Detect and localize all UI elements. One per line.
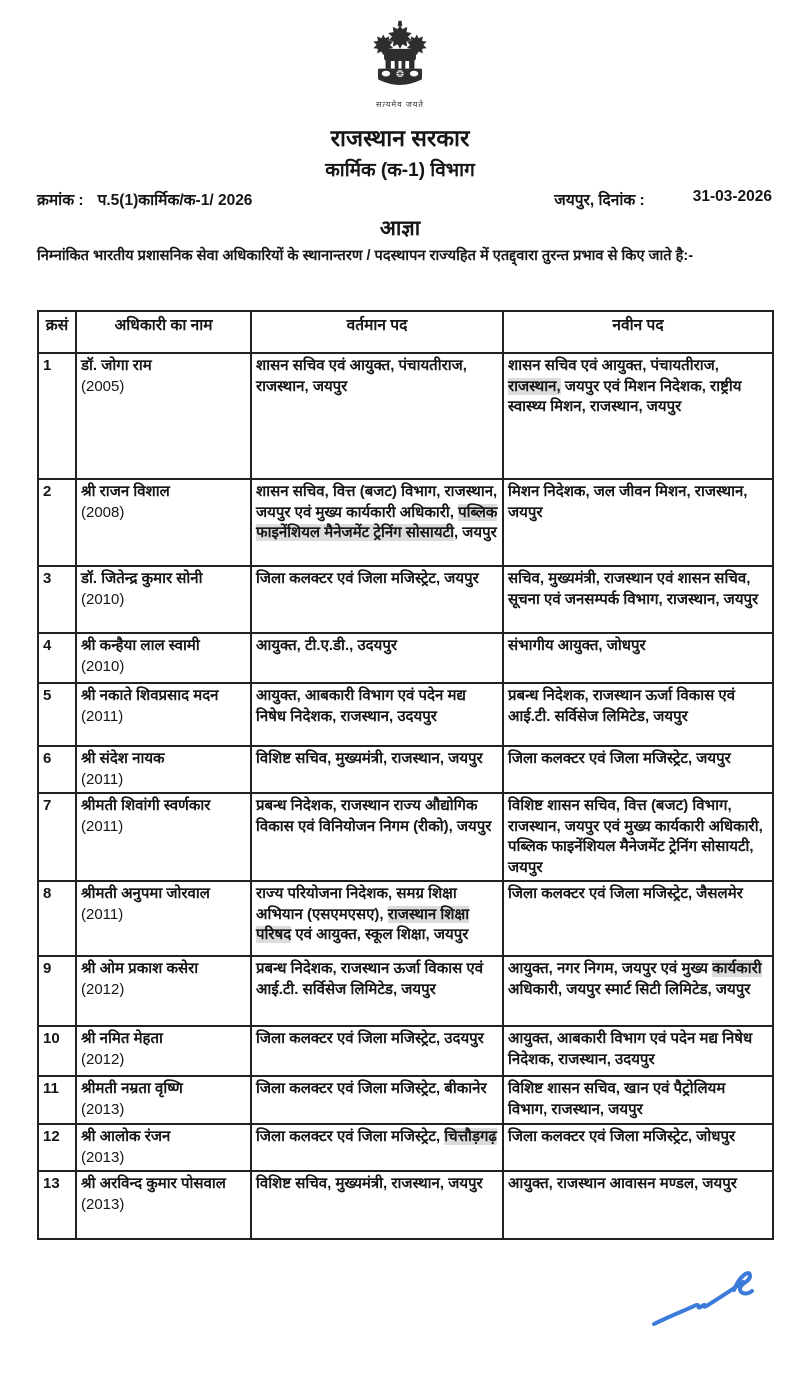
table-row [38,881,773,956]
officer-batch-year: (2008) [81,503,125,521]
intro-text: निम्नांकित भारतीय प्रशासनिक सेवा अधिकारियों के स्थानान्तरण / पदस्थापन राज्यहित में एतद्द्वारा तुरन्त प्रभाव से किए जाते है:- [37,248,694,264]
current-post-cell: जिला कलक्टर एवं जिला मजिस्ट्रेट, जयपुर [251,566,503,633]
current-post-cell: विशिष्ट सचिव, मुख्यमंत्री, राजस्थान, जयपुर [251,746,503,793]
officer-name: श्री कन्हैया लाल स्वामी [81,637,200,654]
header-new-post: नवीन पद [503,311,773,353]
officer-name-cell [76,633,251,683]
new-post-cell: जिला कलक्टर एवं जिला मजिस्ट्रेट, जैसलमेर [503,881,773,956]
current-post-cell: राज्य परियोजना निदेशक, समग्र शिक्षा अभियान (एसएमएसए), राजस्थान शिक्षा परिषद एवं आयुक्त, स्कूल शिक्षा, जयपुर [251,881,503,956]
officer-name: श्री संदेश नायक [81,750,165,767]
officer-batch-year: (2011) [81,817,124,835]
serial-cell: 13 [38,1171,76,1239]
reference-line [37,188,772,210]
officer-name-cell [76,566,251,633]
table-row [38,566,773,633]
officer-name: श्रीमती नम्रता वृष्णि [81,1080,183,1097]
new-post-cell: प्रबन्ध निदेशक, राजस्थान ऊर्जा विकास एवं आई.टी. सर्विसेज लिमिटेड, जयपुर [503,683,773,746]
serial-cell: 7 [38,793,76,881]
signature-icon [648,1262,766,1330]
serial-cell: 4 [38,633,76,683]
place-date-label: जयपुर, दिनांक : [554,192,645,209]
current-post-cell: विशिष्ट सचिव, मुख्यमंत्री, राजस्थान, जयपुर [251,1171,503,1239]
officer-name-cell [76,881,251,956]
officer-name-cell [76,793,251,881]
place-date-group [554,188,772,210]
officer-name-cell [76,956,251,1026]
new-post-cell: विशिष्ट शासन सचिव, खान एवं पैट्रोलियम विभाग, राजस्थान, जयपुर [503,1076,773,1124]
new-post-cell: आयुक्त, आबकारी विभाग एवं पदेन मद्य निषेध निदेशक, राजस्थान, उदयपुर [503,1026,773,1076]
officer-name: श्री आलोक रंजन [81,1128,171,1145]
ashoka-emblem-icon [362,20,438,93]
transfer-table [37,310,774,1240]
serial-cell: 11 [38,1076,76,1124]
table-row [38,353,773,479]
new-post-cell: विशिष्ट शासन सचिव, वित्त (बजट) विभाग, राजस्थान, जयपुर एवं मुख्य कार्यकारी अधिकारी, पब्लिक फाइनेंशियल मैनेजमेंट ट्रेनिंग सोसायटी, जयपुर [503,793,773,881]
officer-name-cell [76,353,251,479]
header-serial: क्रसं [38,311,76,353]
table-row [38,633,773,683]
officer-name-cell [76,1026,251,1076]
reference-label: क्रमांक : [37,192,84,209]
new-post-cell: संभागीय आयुक्त, जोधपुर [503,633,773,683]
serial-cell: 2 [38,479,76,566]
officer-batch-year: (2012) [81,1050,125,1068]
officer-batch-year: (2010) [81,590,125,608]
new-post-cell: सचिव, मुख्यमंत्री, राजस्थान एवं शासन सचिव, सूचना एवं जनसम्पर्क विभाग, राजस्थान, जयपुर [503,566,773,633]
officer-batch-year: (2013) [81,1148,125,1166]
date-value: 31-03-2026 [692,188,772,205]
department-title: कार्मिक (क-1) विभाग [325,160,475,181]
current-post-cell: प्रबन्ध निदेशक, राजस्थान राज्य औद्योगिक विकास एवं विनियोजन निगम (रीको), जयपुर [251,793,503,881]
officer-batch-year: (2011) [81,905,124,923]
table-row [38,746,773,793]
table-row [38,479,773,566]
current-post-cell: जिला कलक्टर एवं जिला मजिस्ट्रेट, चित्तौड़गढ़ [251,1124,503,1171]
table-row [38,1026,773,1076]
officer-name: श्री नकाते शिवप्रसाद मदन [81,687,219,704]
serial-cell: 1 [38,353,76,479]
officer-batch-year: (2013) [81,1100,125,1118]
table-row [38,956,773,1026]
table-row [38,1076,773,1124]
officer-name-cell [76,479,251,566]
serial-cell: 9 [38,956,76,1026]
officer-name-cell [76,746,251,793]
officer-batch-year: (2012) [81,980,125,998]
officer-name: श्रीमती अनुपमा जोरवाल [81,885,210,902]
reference-number-group [37,188,252,210]
new-post-cell: शासन सचिव एवं आयुक्त, पंचायतीराज, राजस्थान, जयपुर एवं मिशन निदेशक, राष्ट्रीय स्वास्थ्य मिशन, राजस्थान, जयपुर [503,353,773,479]
table-row [38,683,773,746]
officer-name-cell [76,1076,251,1124]
officer-batch-year: (2005) [81,377,125,395]
officer-name-cell [76,683,251,746]
table-header-row [38,311,773,353]
serial-cell: 12 [38,1124,76,1171]
new-post-cell: जिला कलक्टर एवं जिला मजिस्ट्रेट, जयपुर [503,746,773,793]
current-post-cell: जिला कलक्टर एवं जिला मजिस्ट्रेट, उदयपुर [251,1026,503,1076]
current-post-cell: आयुक्त, टी.ए.डी., उदयपुर [251,633,503,683]
officer-batch-year: (2013) [81,1195,125,1213]
header-current-post: वर्तमान पद [251,311,503,353]
reference-number: प.5(1)कार्मिक/क-1/ 2026 [97,192,253,209]
new-post-cell: आयुक्त, राजस्थान आवासन मण्डल, जयपुर [503,1171,773,1239]
officer-batch-year: (2010) [81,657,125,675]
officer-name: श्रीमती शिवांगी स्वर्णकार [81,797,211,814]
current-post-cell: प्रबन्ध निदेशक, राजस्थान ऊर्जा विकास एवं आई.टी. सर्विसेज लिमिटेड, जयपुर [251,956,503,1026]
emblem-block [0,20,800,110]
table-row [38,793,773,881]
transfer-table-body [38,353,773,1239]
officer-batch-year: (2011) [81,707,124,725]
serial-cell: 6 [38,746,76,793]
table-row [38,1171,773,1239]
officer-name: श्री ओम प्रकाश कसेरा [81,960,199,977]
current-post-cell: आयुक्त, आबकारी विभाग एवं पदेन मद्य निषेध निदेशक, राजस्थान, उदयपुर [251,683,503,746]
header-officer-name: अधिकारी का नाम [76,311,251,353]
officer-name: श्री अरविन्द कुमार पोसवाल [81,1175,226,1192]
table-row [38,1124,773,1171]
serial-cell: 8 [38,881,76,956]
current-post-cell: शासन सचिव एवं आयुक्त, पंचायतीराज, राजस्थान, जयपुर [251,353,503,479]
current-post-cell: जिला कलक्टर एवं जिला मजिस्ट्रेट, बीकानेर [251,1076,503,1124]
new-post-cell: जिला कलक्टर एवं जिला मजिस्ट्रेट, जोधपुर [503,1124,773,1171]
officer-name: डॉ. जितेन्द्र कुमार सोनी [81,570,203,587]
order-title: आज्ञा [379,217,421,240]
officer-name: श्री राजन विशाल [81,483,170,500]
serial-cell: 5 [38,683,76,746]
officer-name: डॉ. जोगा राम [81,357,152,374]
serial-cell: 3 [38,566,76,633]
current-post-cell: शासन सचिव, वित्त (बजट) विभाग, राजस्थान, जयपुर एवं मुख्य कार्यकारी अधिकारी, पब्लिक फाइनेंशियल मैनेजमेंट ट्रेनिंग सोसायटी, जयपुर [251,479,503,566]
officer-batch-year: (2011) [81,770,124,788]
officer-name-cell [76,1124,251,1171]
officer-name-cell [76,1171,251,1239]
officer-name: श्री नमित मेहता [81,1030,163,1047]
emblem-caption: सत्यमेव जयते [376,100,424,109]
government-title: राजस्थान सरकार [330,125,470,151]
new-post-cell: मिशन निदेशक, जल जीवन मिशन, राजस्थान, जयपुर [503,479,773,566]
new-post-cell: आयुक्त, नगर निगम, जयपुर एवं मुख्य कार्यकारी अधिकारी, जयपुर स्मार्ट सिटी लिमिटेड, जयपुर [503,956,773,1026]
serial-cell: 10 [38,1026,76,1076]
